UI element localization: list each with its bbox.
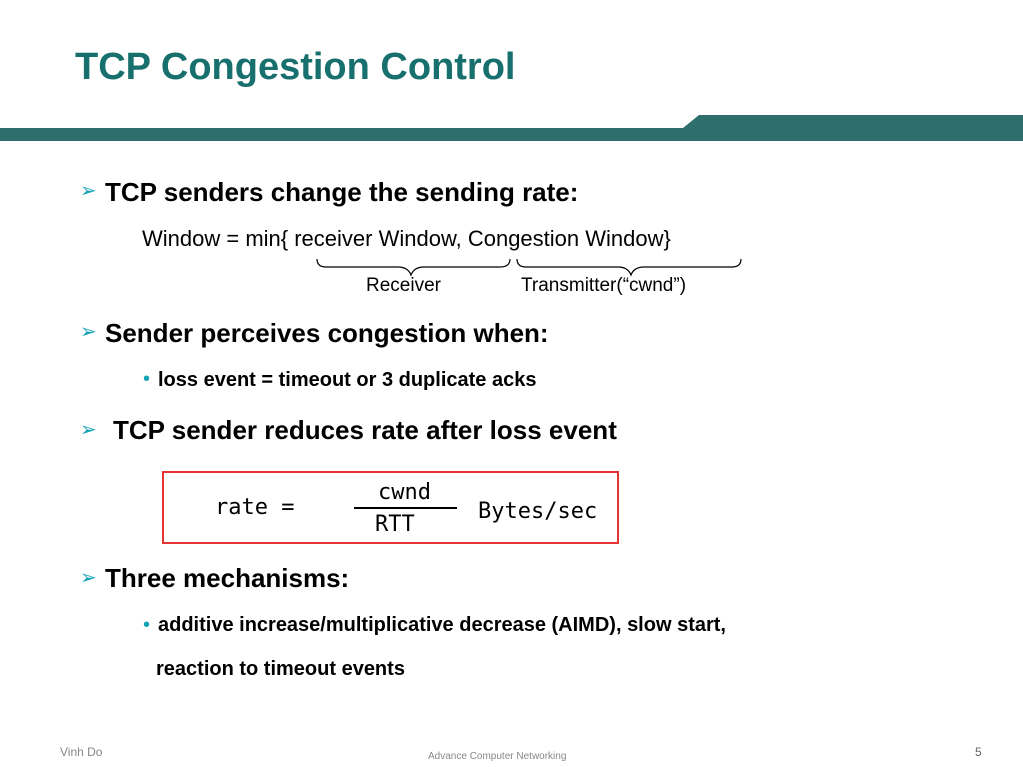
rate-numerator: cwnd: [378, 480, 431, 505]
page-number: 5: [975, 745, 982, 759]
title-band: [0, 112, 1023, 144]
bullet-senders-change-rate: TCP senders change the sending rate:: [105, 177, 579, 207]
footer-author: Vinh Do: [60, 745, 103, 759]
footer-course: Advance Computer Networking: [428, 751, 567, 762]
dot-bullet-icon: •: [143, 614, 151, 636]
bullet-three-mechanisms: Three mechanisms:: [105, 563, 350, 593]
rate-unit: Bytes/sec: [478, 499, 598, 524]
fraction-line: [354, 507, 457, 509]
arrow-bullet-icon: ➢: [80, 180, 97, 202]
sub-mechanisms-line1: additive increase/multiplicative decrease (AIMD), slow start,: [158, 614, 726, 636]
slide-title: TCP Congestion Control: [75, 46, 516, 88]
arrow-bullet-icon: ➢: [80, 567, 97, 589]
rate-denominator: RTT: [375, 512, 415, 537]
dot-bullet-icon: •: [143, 368, 151, 390]
bullet-sender-perceives: Sender perceives congestion when:: [105, 318, 549, 348]
sub-loss-event: loss event = timeout or 3 duplicate acks: [158, 369, 537, 391]
arrow-bullet-icon: ➢: [80, 321, 97, 343]
bullet-sender-reduces: TCP sender reduces rate after loss event: [113, 415, 617, 445]
rate-label: rate =: [215, 495, 295, 520]
sub-mechanisms-line2: reaction to timeout events: [156, 658, 405, 680]
arrow-bullet-icon: ➢: [80, 419, 97, 441]
receiver-label: Receiver: [366, 275, 441, 296]
window-formula: Window = min{ receiver Window, Congestion Window}: [142, 226, 671, 251]
transmitter-label: Transmitter(“cwnd”): [521, 275, 687, 296]
